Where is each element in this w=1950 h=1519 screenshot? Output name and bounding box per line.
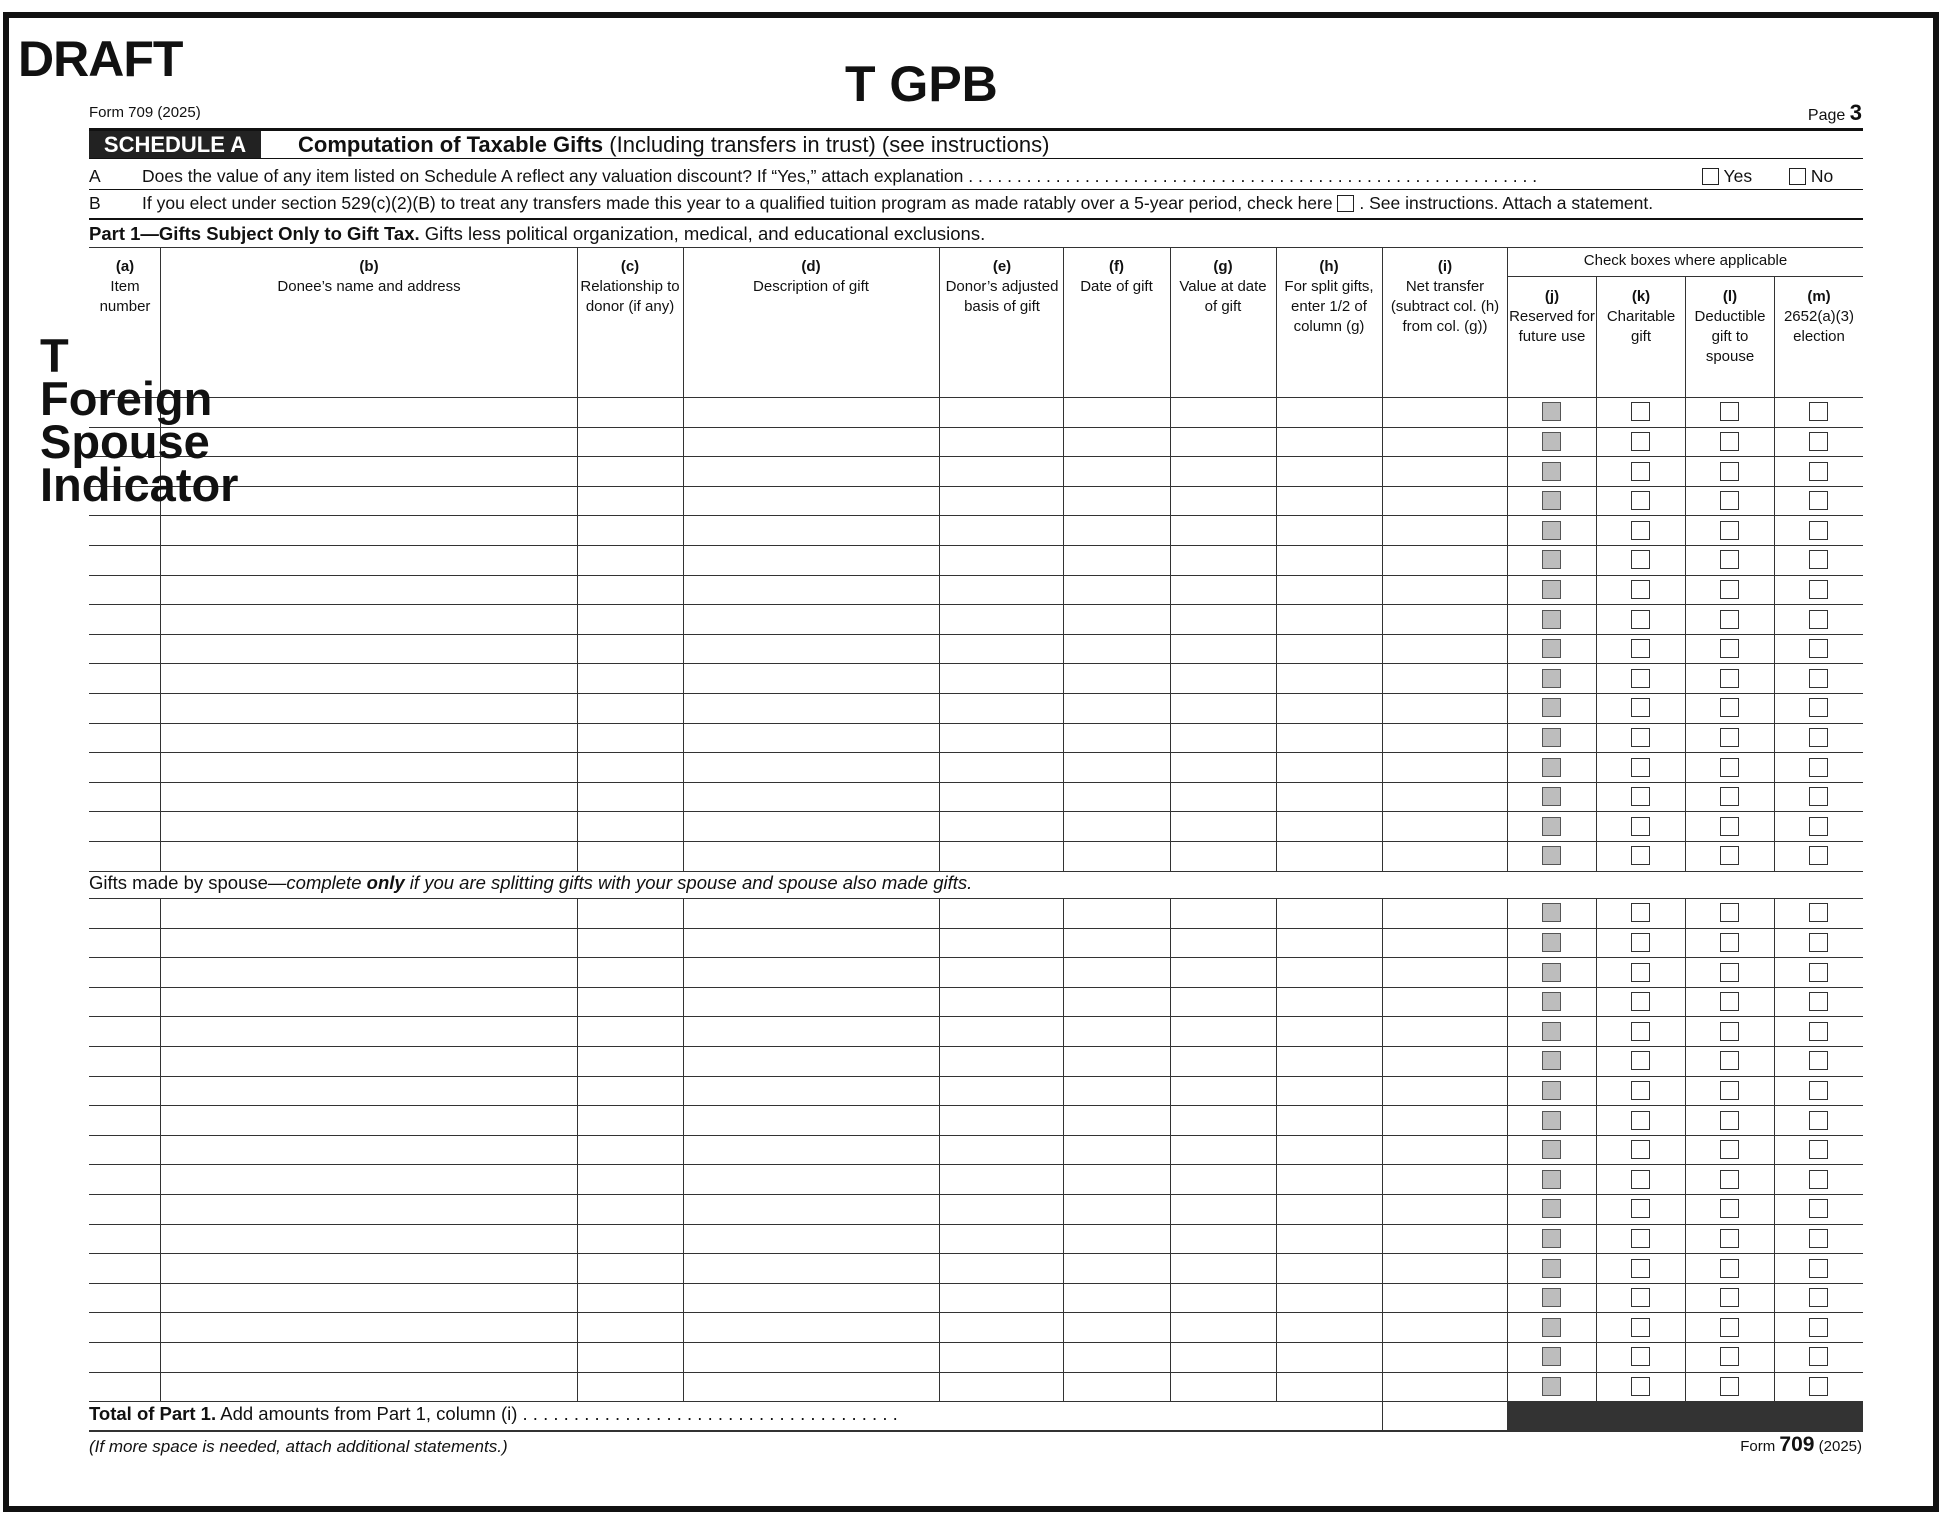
spouse-charitable-checkbox[interactable] [1631,1170,1650,1189]
part1-charitable-checkbox[interactable] [1631,846,1650,865]
spouse-deductible-spouse-checkbox[interactable] [1720,963,1739,982]
spouse-charitable-checkbox[interactable] [1631,1318,1650,1337]
spouse-election-2652-checkbox[interactable] [1809,1199,1828,1218]
spouse-reserved-checkbox [1542,1259,1561,1278]
part1-charitable-checkbox[interactable] [1631,402,1650,421]
spouse-deductible-spouse-checkbox[interactable] [1720,1288,1739,1307]
part1-reserved-checkbox [1542,639,1561,658]
spouse-election-2652-checkbox[interactable] [1809,1170,1828,1189]
part1-deductible-spouse-checkbox[interactable] [1720,580,1739,599]
part1-heading: Part 1—Gifts Subject Only to Gift Tax. Gifts less political organization, medical, and educational exclusions. [89,223,986,244]
spouse-charitable-checkbox[interactable] [1631,1347,1650,1366]
spouse-charitable-checkbox[interactable] [1631,1259,1650,1278]
spouse-deductible-spouse-checkbox[interactable] [1720,903,1739,922]
spouse-reserved-checkbox [1542,1377,1561,1396]
part1-charitable-checkbox[interactable] [1631,491,1650,510]
part1-reserved-checkbox [1542,462,1561,481]
part1-election-2652-checkbox[interactable] [1809,817,1828,836]
spouse-charitable-checkbox[interactable] [1631,1022,1650,1041]
part1-election-2652-checkbox[interactable] [1809,491,1828,510]
part1-election-2652-checkbox[interactable] [1809,402,1828,421]
spouse-charitable-checkbox[interactable] [1631,1081,1650,1100]
part1-deductible-spouse-checkbox[interactable] [1720,787,1739,806]
col-i-header: (i) Net transfer (subtract col. (h) from col. (g)) [1390,258,1500,335]
spouse-reserved-checkbox [1542,1022,1561,1041]
spouse-charitable-checkbox[interactable] [1631,1377,1650,1396]
spouse-charitable-checkbox[interactable] [1631,1111,1650,1130]
part1-deductible-spouse-checkbox[interactable] [1720,817,1739,836]
part1-charitable-checkbox[interactable] [1631,787,1650,806]
spouse-reserved-checkbox [1542,1318,1561,1337]
col-m-header: (m) 2652(a)(3) election [1783,288,1855,345]
part1-reserved-checkbox [1542,521,1561,540]
part1-deductible-spouse-checkbox[interactable] [1720,462,1739,481]
part1-reserved-checkbox [1542,728,1561,747]
part1-reserved-checkbox [1542,817,1561,836]
spouse-charitable-checkbox[interactable] [1631,1051,1650,1070]
spouse-election-2652-checkbox[interactable] [1809,1347,1828,1366]
footer-form-id: Form 709 (2025) [1740,1433,1862,1456]
part1-charitable-checkbox[interactable] [1631,432,1650,451]
part1-deductible-spouse-checkbox[interactable] [1720,432,1739,451]
valuation-discount-no-checkbox[interactable] [1789,168,1806,185]
col-b-header: (b) Donee’s name and address [277,258,461,295]
col-a-header: (a) Item number [99,258,151,315]
col-l-header: (l) Deductible gift to spouse [1694,288,1766,365]
col-h-header: (h) For split gifts, enter 1/2 of column (g) [1284,258,1374,335]
spouse-deductible-spouse-checkbox[interactable] [1720,1377,1739,1396]
col-f-header: (f) Date of gift [1080,258,1153,295]
spouse-reserved-checkbox [1542,1229,1561,1248]
spouse-charitable-checkbox[interactable] [1631,1140,1650,1159]
part1-deductible-spouse-checkbox[interactable] [1720,610,1739,629]
part1-election-2652-checkbox[interactable] [1809,521,1828,540]
spouse-election-2652-checkbox[interactable] [1809,963,1828,982]
schedule-title: Computation of Taxable Gifts (Including transfers in trust) (see instructions) [298,132,1050,157]
part1-election-2652-checkbox[interactable] [1809,698,1828,717]
spouse-charitable-checkbox[interactable] [1631,903,1650,922]
spouse-reserved-checkbox [1542,903,1561,922]
part1-charitable-checkbox[interactable] [1631,639,1650,658]
part1-election-2652-checkbox[interactable] [1809,462,1828,481]
spouse-election-2652-checkbox[interactable] [1809,1318,1828,1337]
spouse-reserved-checkbox [1542,1347,1561,1366]
part1-election-2652-checkbox[interactable] [1809,432,1828,451]
part1-election-2652-checkbox[interactable] [1809,610,1828,629]
part1-charitable-checkbox[interactable] [1631,728,1650,747]
col-c-header: (c) Relationship to donor (if any) [580,258,680,315]
line-b: B If you elect under section 529(c)(2)(B) to treat any transfers made this year to a qualified tuition program as made ratably over a 5-year period, check here . See instructions. Attach a statement. [89,193,1654,213]
page-number: Page 3 [1807,100,1862,125]
spouse-deductible-spouse-checkbox[interactable] [1720,1170,1739,1189]
spouse-charitable-checkbox[interactable] [1631,1288,1650,1307]
spouse-charitable-checkbox[interactable] [1631,933,1650,952]
spouse-election-2652-checkbox[interactable] [1809,1022,1828,1041]
part1-charitable-checkbox[interactable] [1631,580,1650,599]
schedule-label: SCHEDULE A [89,131,261,158]
line-a: A Does the value of any item listed on Schedule A reflect any valuation discount? If “Yes,” attach explanation . . . . . . . . . . . . . . . . . . . . . . . . . . . . . . . . . . . . . . . . . . . . . . . . . . . . . . . . . . . Yes No [89,166,1834,186]
part1-reserved-checkbox [1542,432,1561,451]
spouse-deductible-spouse-checkbox[interactable] [1720,1022,1739,1041]
part1-election-2652-checkbox[interactable] [1809,669,1828,688]
part1-reserved-checkbox [1542,758,1561,777]
spouse-charitable-checkbox[interactable] [1631,1229,1650,1248]
spouse-election-2652-checkbox[interactable] [1809,1081,1828,1100]
footer-note: (If more space is needed, attach additional statements.) [89,1437,508,1456]
spouse-deductible-spouse-checkbox[interactable] [1720,1229,1739,1248]
spouse-deductible-spouse-checkbox[interactable] [1720,1318,1739,1337]
spouse-deductible-spouse-checkbox[interactable] [1720,1259,1739,1278]
spouse-election-2652-checkbox[interactable] [1809,1259,1828,1278]
part1-deductible-spouse-checkbox[interactable] [1720,402,1739,421]
spouse-election-2652-checkbox[interactable] [1809,1377,1828,1396]
part1-reserved-checkbox [1542,787,1561,806]
spouse-charitable-checkbox[interactable] [1631,963,1650,982]
spouse-reserved-checkbox [1542,1288,1561,1307]
part1-election-2652-checkbox[interactable] [1809,580,1828,599]
part1-charitable-checkbox[interactable] [1631,758,1650,777]
part1-charitable-checkbox[interactable] [1631,817,1650,836]
spouse-deductible-spouse-checkbox[interactable] [1720,1081,1739,1100]
spouse-election-2652-checkbox[interactable] [1809,1140,1828,1159]
draft-watermark: DRAFT [18,31,183,87]
part1-reserved-checkbox [1542,491,1561,510]
form-identifier: Form 709 (2025) [89,104,201,121]
spouse-reserved-checkbox [1542,1199,1561,1218]
spouse-gifts-heading: Gifts made by spouse—complete only if you are splitting gifts with your spouse and spouse also made gifts. [89,872,973,893]
spouse-election-2652-checkbox[interactable] [1809,1288,1828,1307]
spouse-deductible-spouse-checkbox[interactable] [1720,992,1739,1011]
part1-charitable-checkbox[interactable] [1631,669,1650,688]
spouse-deductible-spouse-checkbox[interactable] [1720,1199,1739,1218]
spouse-deductible-spouse-checkbox[interactable] [1720,1111,1739,1130]
spouse-election-2652-checkbox[interactable] [1809,1051,1828,1070]
part1-charitable-checkbox[interactable] [1631,610,1650,629]
part1-election-2652-checkbox[interactable] [1809,550,1828,569]
part1-election-2652-checkbox[interactable] [1809,758,1828,777]
spouse-reserved-checkbox [1542,963,1561,982]
part1-charitable-checkbox[interactable] [1631,462,1650,481]
part1-deductible-spouse-checkbox[interactable] [1720,521,1739,540]
part1-deductible-spouse-checkbox[interactable] [1720,491,1739,510]
spouse-election-2652-checkbox[interactable] [1809,1229,1828,1248]
spouse-charitable-checkbox[interactable] [1631,1199,1650,1218]
part1-reserved-checkbox [1542,846,1561,865]
part1-charitable-checkbox[interactable] [1631,698,1650,717]
spouse-reserved-checkbox [1542,1140,1561,1159]
spouse-deductible-spouse-checkbox[interactable] [1720,1347,1739,1366]
col-j-header: (j) Reserved for future use [1509,288,1595,345]
col-d-header: (d) Description of gift [753,258,869,295]
spouse-election-2652-checkbox[interactable] [1809,903,1828,922]
part1-charitable-checkbox[interactable] [1631,550,1650,569]
spouse-reserved-checkbox [1542,1051,1561,1070]
col-g-header: (g) Value at date of gift [1179,258,1267,315]
spouse-election-2652-checkbox[interactable] [1809,992,1828,1011]
part1-election-2652-checkbox[interactable] [1809,639,1828,658]
part1-deductible-spouse-checkbox[interactable] [1720,639,1739,658]
part1-election-2652-checkbox[interactable] [1809,846,1828,865]
valuation-discount-yes-checkbox[interactable] [1702,168,1719,185]
spouse-deductible-spouse-checkbox[interactable] [1720,1051,1739,1070]
part1-reserved-checkbox [1542,610,1561,629]
part1-charitable-checkbox[interactable] [1631,521,1650,540]
total-shaded-cells [1508,1402,1863,1430]
part1-election-2652-checkbox[interactable] [1809,787,1828,806]
part1-reserved-checkbox [1542,669,1561,688]
part1-deductible-spouse-checkbox[interactable] [1720,550,1739,569]
check-boxes-group-header: Check boxes where applicable [1583,252,1788,269]
part1-deductible-spouse-checkbox[interactable] [1720,728,1739,747]
part1-deductible-spouse-checkbox[interactable] [1720,758,1739,777]
form-code-label: T GPB [845,56,998,112]
part1-reserved-checkbox [1542,402,1561,421]
part1-deductible-spouse-checkbox[interactable] [1720,698,1739,717]
spouse-deductible-spouse-checkbox[interactable] [1720,1140,1739,1159]
spouse-deductible-spouse-checkbox[interactable] [1720,933,1739,952]
part1-election-2652-checkbox[interactable] [1809,728,1828,747]
spouse-reserved-checkbox [1542,992,1561,1011]
part1-deductible-spouse-checkbox[interactable] [1720,846,1739,865]
part1-deductible-spouse-checkbox[interactable] [1720,669,1739,688]
spouse-reserved-checkbox [1542,933,1561,952]
spouse-reserved-checkbox [1542,1111,1561,1130]
spouse-election-2652-checkbox[interactable] [1809,933,1828,952]
section-529-election-checkbox[interactable] [1337,195,1354,212]
part1-reserved-checkbox [1542,550,1561,569]
spouse-charitable-checkbox[interactable] [1631,992,1650,1011]
total-part1-line: Total of Part 1. Add amounts from Part 1, column (i) . . . . . . . . . . . . . . . . . . . . . . . . . . . . . . . . . . . . . [89,1403,898,1424]
spouse-reserved-checkbox [1542,1081,1561,1100]
part1-reserved-checkbox [1542,698,1561,717]
col-k-header: (k) Charitable gift [1606,288,1676,345]
col-e-header: (e) Donor’s adjusted basis of gift [945,258,1059,315]
spouse-election-2652-checkbox[interactable] [1809,1111,1828,1130]
foreign-spouse-indicator-label: T Foreign Spouse Indicator [40,329,239,511]
part1-reserved-checkbox [1542,580,1561,599]
spouse-reserved-checkbox [1542,1170,1561,1189]
